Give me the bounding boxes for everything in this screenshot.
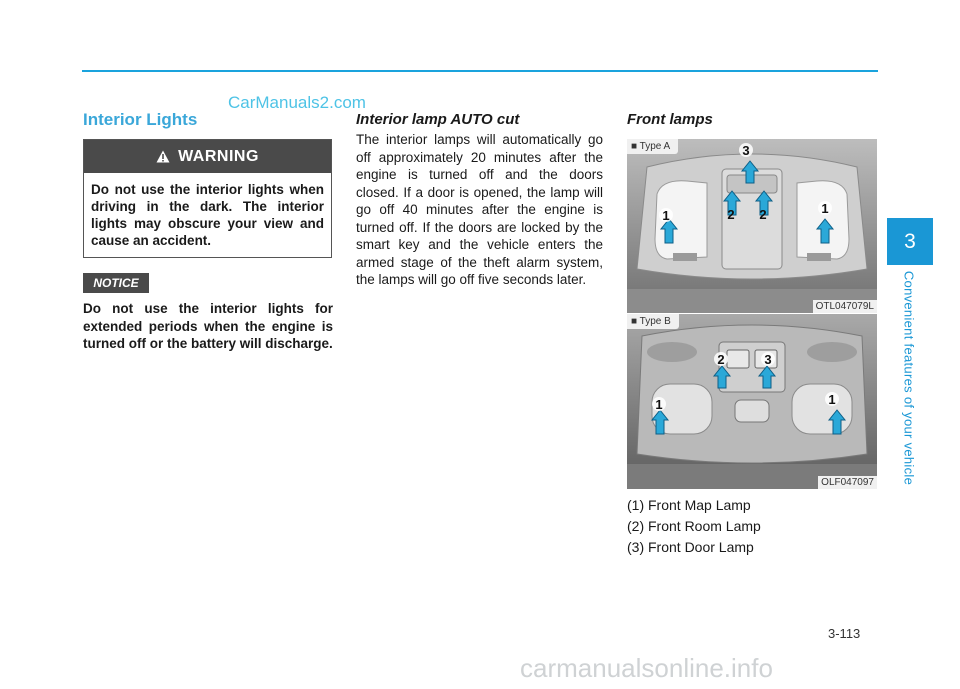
chapter-tab: 3 [887,218,933,265]
figure-type-b [627,314,877,489]
top-rule [82,70,878,72]
callout-label: 2 [717,352,725,367]
notice-text: Do not use the interior lights for extended periods when the engine is turned off or the battery will discharge. [83,301,333,351]
callout-label: 1 [662,208,670,223]
figure-type-b-code: OLF047097 [818,476,877,489]
section-title: Interior Lights [83,110,198,129]
overhead-console-type-b-illustration [627,314,877,489]
figure-type-a-label: ■ Type A [627,139,678,154]
front-lamps-title: Front lamps [627,111,713,128]
warning-box [83,139,332,258]
page-number: 3-113 [828,626,861,641]
figure-type-a [627,139,877,313]
callout-label: 3 [742,143,750,158]
auto-cut-text: The interior lamps will automatically go off approximately 20 minutes after the engine is turned off and the doors closed. If a door is opened, the lamp will go off 40 minutes after the engine is turned off. If the doors are locked by the smart key and the vehicle enters the armed stage of the theft alarm system, the lamps will go off five seconds later. [356,132,603,287]
callout-label: 1 [821,201,829,216]
watermark-bottom[interactable]: carmanualsonline.info [520,653,773,683]
callout-label: 2 [759,207,767,222]
legend-item: (2) Front Room Lamp [627,518,761,534]
watermark-top[interactable]: CarManuals2.com [228,93,366,112]
warning-header [84,140,331,173]
overhead-console-type-a-illustration [627,139,877,313]
warning-triangle-icon [156,150,170,163]
callout-label: 3 [764,352,772,367]
lamp-legend [627,495,761,558]
figure-type-b-label: ■ Type B [627,314,679,329]
callout-label: 1 [828,392,836,407]
notice-badge: NOTICE [83,273,149,293]
callout-label: 1 [655,397,663,412]
callout-label: 2 [727,207,735,222]
warning-title: WARNING [178,147,259,165]
figure-type-a-code: OTL047079L [813,300,877,313]
legend-item: (3) Front Door Lamp [627,539,754,555]
chapter-caption: Convenient features of your vehicle [901,270,917,486]
legend-item: (1) Front Map Lamp [627,497,751,513]
warning-text: Do not use the interior lights when driving in the dark. The interior lights may obscure your view and cause an accident. [91,182,324,248]
auto-cut-title: Interior lamp AUTO cut [356,111,520,128]
